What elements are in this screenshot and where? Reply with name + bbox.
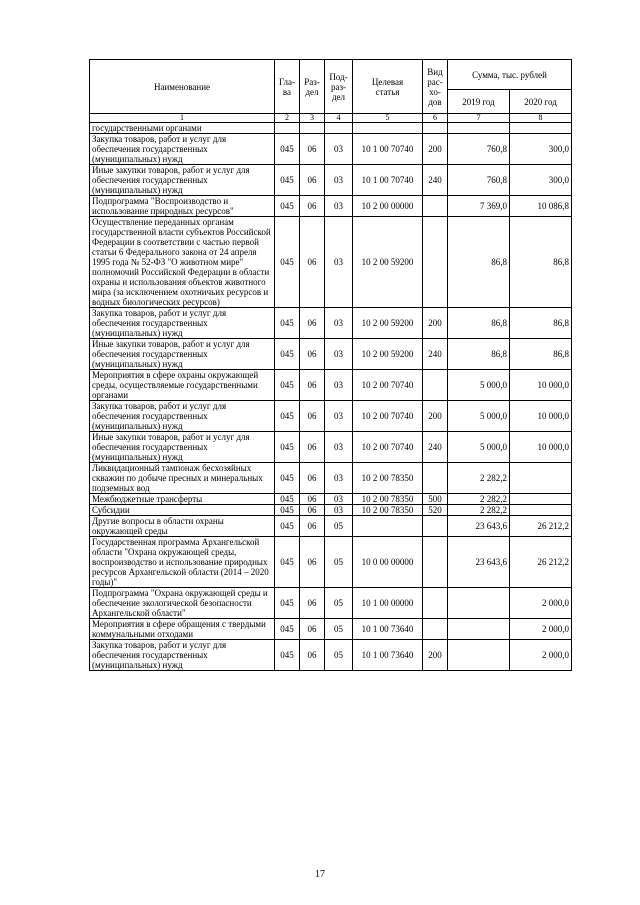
- row-target: [353, 516, 423, 537]
- table-row: [90, 123, 572, 134]
- row-sum-2019: 23 643,6: [448, 537, 510, 588]
- row-target: 10 0 00 00000: [353, 537, 423, 588]
- row-sum-2019: 23 643,6: [448, 516, 510, 537]
- row-razdel: 06: [300, 308, 325, 339]
- row-sum-2020: 86,8: [510, 308, 572, 339]
- table-row: [90, 640, 572, 671]
- row-target: [353, 123, 423, 134]
- row-razdel: 06: [300, 463, 325, 494]
- row-name: Иные закупки товаров, работ и услуг для обеспечения государственных (муниципальных) нужд: [90, 432, 275, 463]
- row-sum-2019: 86,8: [448, 339, 510, 370]
- row-sum-2019: 2 282,2: [448, 463, 510, 494]
- row-target: 10 2 00 70740: [353, 401, 423, 432]
- row-name: Иные закупки товаров, работ и услуг для обеспечения государственных (муниципальных) нужд: [90, 165, 275, 196]
- row-razdel: 06: [300, 505, 325, 516]
- header-target: Целевая статья: [353, 60, 423, 114]
- row-name: Другие вопросы в области охраны окружающей среды: [90, 516, 275, 537]
- row-glava: 045: [275, 196, 300, 217]
- row-sum-2020: [510, 463, 572, 494]
- row-target: 10 2 00 59200: [353, 217, 423, 308]
- row-sum-2020: 10 000,0: [510, 432, 572, 463]
- row-sum-2020: 10 000,0: [510, 401, 572, 432]
- table-row: [90, 196, 572, 217]
- page-number: 17: [315, 869, 325, 880]
- row-podrazdel: 03: [325, 134, 353, 165]
- row-sum-2019: 5 000,0: [448, 401, 510, 432]
- row-podrazdel: 03: [325, 339, 353, 370]
- row-razdel: 06: [300, 339, 325, 370]
- header-razdel: Раз- дел: [300, 60, 325, 114]
- table-row: [90, 588, 572, 619]
- row-podrazdel: 05: [325, 619, 353, 640]
- table-row: [90, 165, 572, 196]
- row-vid: 240: [423, 432, 448, 463]
- column-number: 1: [90, 114, 275, 123]
- header-podrazdel: Под- раз- дел: [325, 60, 353, 114]
- row-vid: [423, 370, 448, 401]
- table-row: [90, 134, 572, 165]
- row-vid: 500: [423, 494, 448, 505]
- row-glava: 045: [275, 463, 300, 494]
- header-name: Наименование: [90, 60, 275, 114]
- row-glava: 045: [275, 308, 300, 339]
- row-razdel: 06: [300, 494, 325, 505]
- row-name: Ликвидационный тампонаж бесхозяйных скважин по добыче пресных и минеральных подземных вод: [90, 463, 275, 494]
- column-number: 7: [448, 114, 510, 123]
- row-podrazdel: 05: [325, 516, 353, 537]
- row-name: Подпрограмма "Воспроизводство и использование природных ресурсов": [90, 196, 275, 217]
- row-vid: 240: [423, 165, 448, 196]
- table-row: [90, 401, 572, 432]
- row-sum-2020: 26 212,2: [510, 537, 572, 588]
- row-sum-2019: [448, 640, 510, 671]
- table-row: [90, 505, 572, 516]
- row-glava: 045: [275, 217, 300, 308]
- row-sum-2019: 86,8: [448, 217, 510, 308]
- row-name: Государственная программа Архангельской области "Охрана окружающей среды, воспроизводство и использование природных ресурсов Архангельской области (2014 – 2020 годы)": [90, 537, 275, 588]
- row-razdel: 06: [300, 370, 325, 401]
- column-number: 8: [510, 114, 572, 123]
- row-vid: [423, 463, 448, 494]
- row-sum-2019: 7 369,0: [448, 196, 510, 217]
- row-podrazdel: 03: [325, 370, 353, 401]
- header-year-2020: 2020 год: [510, 90, 572, 114]
- row-sum-2020: 2 000,0: [510, 640, 572, 671]
- row-sum-2019: [448, 588, 510, 619]
- column-number: 5: [353, 114, 423, 123]
- row-name: Закупка товаров, работ и услуг для обеспечения государственных (муниципальных) нужд: [90, 401, 275, 432]
- row-podrazdel: 03: [325, 505, 353, 516]
- row-razdel: 06: [300, 537, 325, 588]
- column-number: 3: [300, 114, 325, 123]
- table-row: [90, 432, 572, 463]
- row-vid: 520: [423, 505, 448, 516]
- row-target: 10 2 00 59200: [353, 308, 423, 339]
- row-name: Мероприятия в сфере охраны окружающей среды, осуществляемые государственными органами: [90, 370, 275, 401]
- row-glava: 045: [275, 494, 300, 505]
- row-sum-2019: 2 282,2: [448, 494, 510, 505]
- row-podrazdel: 03: [325, 196, 353, 217]
- row-glava: [275, 123, 300, 134]
- row-podrazdel: 05: [325, 640, 353, 671]
- row-vid: 200: [423, 308, 448, 339]
- table-row: [90, 339, 572, 370]
- row-name: Осуществление переданных органам государственной власти субъектов Российской Федерации в соответствии с частью первой статьи 6 Федерального закона от 24 апреля 1995 года № 52-ФЗ "О животном мире" полномочий Российской Федерации в области охраны и использования объектов животного мира (за исключением охотничьих ресурсов и водных биологических ресурсов): [90, 217, 275, 308]
- row-sum-2020: 26 212,2: [510, 516, 572, 537]
- row-razdel: 06: [300, 217, 325, 308]
- row-podrazdel: 03: [325, 308, 353, 339]
- row-vid: 200: [423, 640, 448, 671]
- row-sum-2019: [448, 123, 510, 134]
- row-target: 10 2 00 70740: [353, 370, 423, 401]
- row-sum-2020: 10 086,8: [510, 196, 572, 217]
- row-sum-2020: 86,8: [510, 217, 572, 308]
- row-name: Закупка товаров, работ и услуг для обеспечения государственных (муниципальных) нужд: [90, 308, 275, 339]
- header-sum: Сумма, тыс. рублей: [448, 60, 572, 90]
- row-podrazdel: 03: [325, 217, 353, 308]
- row-vid: 200: [423, 134, 448, 165]
- row-glava: 045: [275, 537, 300, 588]
- header-row: [90, 60, 572, 90]
- row-target: 10 1 00 00000: [353, 588, 423, 619]
- row-name: Иные закупки товаров, работ и услуг для обеспечения государственных (муниципальных) нужд: [90, 339, 275, 370]
- row-target: 10 1 00 73640: [353, 640, 423, 671]
- column-number: 2: [275, 114, 300, 123]
- row-glava: 045: [275, 401, 300, 432]
- row-sum-2019: 5 000,0: [448, 432, 510, 463]
- row-sum-2020: [510, 494, 572, 505]
- row-sum-2020: [510, 505, 572, 516]
- row-target: 10 2 00 78350: [353, 463, 423, 494]
- row-razdel: 06: [300, 196, 325, 217]
- row-sum-2019: 86,8: [448, 308, 510, 339]
- row-vid: 240: [423, 339, 448, 370]
- row-glava: 045: [275, 339, 300, 370]
- row-glava: 045: [275, 516, 300, 537]
- row-name: государственными органами: [90, 123, 275, 134]
- row-target: 10 2 00 59200: [353, 339, 423, 370]
- table-row: [90, 516, 572, 537]
- row-vid: [423, 537, 448, 588]
- row-razdel: 06: [300, 165, 325, 196]
- budget-table: [89, 59, 572, 671]
- table-row: [90, 494, 572, 505]
- row-vid: [423, 516, 448, 537]
- table-row: [90, 463, 572, 494]
- row-glava: 045: [275, 370, 300, 401]
- row-sum-2020: 10 000,0: [510, 370, 572, 401]
- row-vid: 200: [423, 401, 448, 432]
- table-row: [90, 217, 572, 308]
- row-sum-2019: 760,8: [448, 165, 510, 196]
- row-sum-2019: [448, 619, 510, 640]
- row-target: 10 1 00 70740: [353, 165, 423, 196]
- row-sum-2020: [510, 123, 572, 134]
- row-target: 10 2 00 78350: [353, 505, 423, 516]
- row-razdel: 06: [300, 134, 325, 165]
- row-razdel: 06: [300, 432, 325, 463]
- row-sum-2020: 2 000,0: [510, 588, 572, 619]
- row-glava: 045: [275, 640, 300, 671]
- header-glava: Гла- ва: [275, 60, 300, 114]
- row-sum-2019: 760,8: [448, 134, 510, 165]
- row-name: Субсидии: [90, 505, 275, 516]
- row-vid: [423, 588, 448, 619]
- row-razdel: 06: [300, 640, 325, 671]
- row-target: 10 2 00 00000: [353, 196, 423, 217]
- row-razdel: [300, 123, 325, 134]
- row-razdel: 06: [300, 619, 325, 640]
- row-target: 10 2 00 70740: [353, 432, 423, 463]
- row-podrazdel: 03: [325, 432, 353, 463]
- row-name: Закупка товаров, работ и услуг для обеспечения государственных (муниципальных) нужд: [90, 134, 275, 165]
- table-row: [90, 370, 572, 401]
- row-sum-2020: 300,0: [510, 134, 572, 165]
- row-glava: 045: [275, 134, 300, 165]
- row-sum-2020: 86,8: [510, 339, 572, 370]
- row-podrazdel: [325, 123, 353, 134]
- row-name: Подпрограмма "Охрана окружающей среды и обеспечение экологической безопасности Архангельской области": [90, 588, 275, 619]
- row-glava: 045: [275, 432, 300, 463]
- table-row: [90, 619, 572, 640]
- row-sum-2020: 2 000,0: [510, 619, 572, 640]
- row-name: Межбюджетные трансферты: [90, 494, 275, 505]
- column-numbers-row: [90, 114, 572, 123]
- row-vid: [423, 619, 448, 640]
- row-razdel: 06: [300, 516, 325, 537]
- row-sum-2019: 5 000,0: [448, 370, 510, 401]
- row-glava: 045: [275, 165, 300, 196]
- row-vid: [423, 196, 448, 217]
- column-number: 4: [325, 114, 353, 123]
- row-target: 10 1 00 70740: [353, 134, 423, 165]
- row-podrazdel: 05: [325, 588, 353, 619]
- row-sum-2020: 300,0: [510, 165, 572, 196]
- header-year-2019: 2019 год: [448, 90, 510, 114]
- table-row: [90, 537, 572, 588]
- row-vid: [423, 123, 448, 134]
- row-razdel: 06: [300, 401, 325, 432]
- row-target: 10 1 00 73640: [353, 619, 423, 640]
- row-name: Мероприятия в сфере обращения с твердыми коммунальными отходами: [90, 619, 275, 640]
- row-podrazdel: 05: [325, 537, 353, 588]
- row-podrazdel: 03: [325, 165, 353, 196]
- row-glava: 045: [275, 505, 300, 516]
- row-target: 10 2 00 78350: [353, 494, 423, 505]
- row-sum-2019: 2 282,2: [448, 505, 510, 516]
- row-name: Закупка товаров, работ и услуг для обеспечения государственных (муниципальных) нужд: [90, 640, 275, 671]
- header-vid: Вид рас- хо- дов: [423, 60, 448, 114]
- row-podrazdel: 03: [325, 401, 353, 432]
- row-podrazdel: 03: [325, 463, 353, 494]
- row-glava: 045: [275, 619, 300, 640]
- row-podrazdel: 03: [325, 494, 353, 505]
- column-number: 6: [423, 114, 448, 123]
- table-row: [90, 308, 572, 339]
- row-glava: 045: [275, 588, 300, 619]
- row-vid: [423, 217, 448, 308]
- row-razdel: 06: [300, 588, 325, 619]
